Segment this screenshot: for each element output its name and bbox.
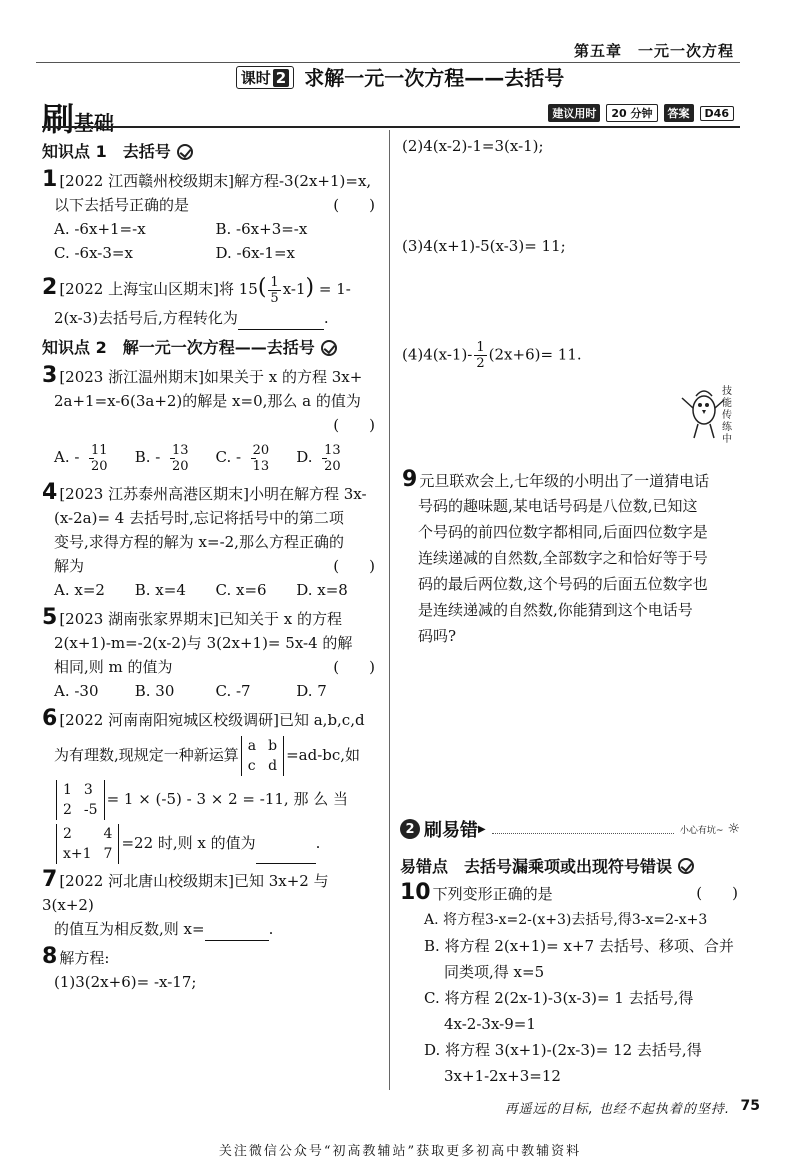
- question-1: 1 [2022 江西赣州校级期末]解方程-3(2x+1)=x, 以下去括号正确的是 ( ) A. -6x+1=-x B. -6x+3=-x C. -6x-3=x D. -6x-1=x: [42, 168, 377, 265]
- section-title: 刷基础: [42, 100, 115, 138]
- choice-b: B. - $\frac{13}{20}$: [134, 442, 189, 474]
- choice-c: C. 将方程 2(2x-1)-3(x-3)= 1 去括号,得: [424, 989, 694, 1007]
- choice-d: D. 7: [296, 682, 327, 700]
- left-column: [42, 134, 377, 998]
- arrow-icon: ▶: [478, 823, 486, 835]
- choice-d: D. $\frac{13}{20}$: [296, 442, 341, 474]
- question-number: 1: [42, 167, 58, 192]
- check-circle-icon: [678, 858, 694, 874]
- fraction: $\frac{1}{5}$: [270, 274, 279, 306]
- page-number: 75: [740, 1098, 760, 1114]
- question-number: 6: [42, 706, 58, 731]
- choice-c: C. x=6: [215, 581, 267, 599]
- choice-c: C. -7: [215, 682, 251, 700]
- choice-c: C. -6x-3=x: [54, 244, 133, 262]
- sub-question-1: (1)3(2x+6)= -x-17;: [54, 973, 197, 991]
- choice-c: C. - $\frac{20}{13}$: [215, 442, 270, 474]
- sub-question-4: (4)4(x-1)- $\frac{1}{2}$ (2x+6)= 11.: [402, 340, 582, 371]
- answer-blank[interactable]: [256, 846, 316, 864]
- choices: [42, 217, 377, 265]
- question-number: 5: [42, 605, 58, 630]
- sub-question-2: (2)4(x-2)-1=3(x-1);: [402, 137, 544, 155]
- answer-value: D46: [700, 106, 734, 121]
- choice-a: A. -30: [54, 682, 99, 700]
- answer-blank[interactable]: [205, 923, 269, 941]
- question-7: 7 [2022 河北唐山校级期末]已知 3x+2 与 3(x+2) 的值互为相反数,则 x= .: [42, 868, 377, 941]
- question-10: 10 下列变形正确的是 ( ) A. 将方程3-x=2-(x+3)去括号,得3-x=2-x+3 B. 将方程 2(x+1)= x+7 去括号、移项、合并 同类项,得 x=5 C. 将方程 2(2x-1)-3(x-3)= 1 去括号,得 4x-2-3x-9=1 D. 将方程 3(x+1)-(2x-3)= 12 去括号,得 3x+1-2x+3=12: [400, 880, 738, 1085]
- question-number: 2: [42, 275, 58, 300]
- choice-a: A. - $\frac{11}{20}$: [54, 442, 108, 474]
- answer-paren: ( ): [333, 557, 375, 575]
- error-section-header: 2 刷易错 ▶ 小心有坑~ ☼: [400, 816, 740, 842]
- question-number: 4: [42, 480, 58, 505]
- section-rule: [42, 126, 740, 128]
- check-circle-icon: [321, 340, 337, 356]
- answer-blank[interactable]: [238, 312, 324, 330]
- lesson-badge: 课时 2: [236, 66, 294, 89]
- error-point: 易错点 去括号漏乘项或出现符号错误: [400, 854, 740, 877]
- choice-b: B. 30: [134, 682, 175, 700]
- sub-question-3: (3)4(x+1)-5(x-3)= 11;: [402, 237, 566, 255]
- choice-b: B. x=4: [134, 581, 186, 599]
- choice-a: A. x=2: [54, 581, 105, 599]
- section-tip: 小心有坑~: [679, 825, 724, 836]
- answer-paren: ( ): [696, 884, 738, 902]
- section-number-badge: 2: [400, 819, 420, 839]
- lesson-title: 课时 2 求解一元一次方程——去括号: [0, 62, 800, 91]
- knowledge-point-1: 知识点 1 去括号: [42, 140, 377, 164]
- determinant: a b c d: [241, 736, 284, 776]
- choice-a: A. 将方程3-x=2-(x+3)去括号,得3-x=2-x+3: [424, 912, 708, 928]
- chapter-header: 第五章 一元一次方程: [573, 42, 734, 60]
- choices: [42, 679, 377, 703]
- choices: [42, 437, 377, 477]
- answer-paren: ( ): [333, 658, 375, 676]
- choice-d: D. 将方程 3(x+1)-(2x-3)= 12 去括号,得: [424, 1041, 702, 1059]
- question-3: 3 [2023 浙江温州期末]如果关于 x 的方程 3x+ 2a+1=x-6(3a+2)的解是 x=0,那么 a 的值为 ( ) A. - $\frac{11}{20}$ B. - $\frac{13}{20}$ C. - $\frac{20}{13}$ D. $\frac{13}{20}$: [42, 364, 377, 477]
- dotted-rule: [492, 824, 674, 834]
- question-number: 8: [42, 944, 58, 969]
- time-label: 建议用时: [548, 104, 600, 122]
- question-9: 9 元旦联欢会上,七年级的小明出了一道猜电话 号码的趣味题,某电话号码是八位数,已知这 个号码的前四位数字都相同,后面四位数字是 连续递减的自然数,全部数字之和恰好等于号 码的最后两位数,这个号码的后面五位数字也 是连续递减的自然数,你能猜到这个电话号 码吗?: [402, 467, 710, 645]
- footer-note: 关注微信公众号“初高教辅站”获取更多初高中教辅资料: [218, 1144, 582, 1159]
- answer-paren: ( ): [333, 196, 375, 214]
- question-number: 10: [400, 880, 431, 905]
- choice-b: B. 将方程 2(x+1)= x+7 去括号、移项、合并: [424, 937, 734, 955]
- knowledge-point-2: 知识点 2 解一元一次方程——去括号: [42, 336, 377, 360]
- time-value: 20 分钟: [606, 104, 657, 122]
- doodle-caption: 技能传练中: [722, 386, 732, 445]
- determinant: 2 4 x+1 7: [56, 824, 119, 864]
- question-6: 6 [2022 河南南阳宛城区校级调研]已知 a,b,c,d 为有理数,现规定一种新运算 a b c d =ad-bc,如 1 3 2 -5 = 1 × (-5) - 3 × 2 = -11, 那 么 当 2 4 x+1 7 =22 时,则 x 的值为 .: [42, 706, 365, 862]
- footer-motto: 再遥远的目标, 也经不起执着的坚持.: [504, 1102, 730, 1117]
- question-number: 7: [42, 867, 58, 892]
- question-8: 8 解方程: (1)3(2x+6)= -x-17;: [42, 945, 377, 994]
- choice-a: A. -6x+1=-x: [54, 220, 146, 238]
- pit-icon: ☼: [727, 821, 740, 837]
- determinant: 1 3 2 -5: [56, 780, 105, 820]
- question-2: 2 [2022 上海宝山区期末]将 15( $\frac{1}{5}$ x-1) = 1- 2(x-3)去括号后,方程转化为 .: [42, 271, 377, 330]
- check-circle-icon: [177, 144, 193, 160]
- answer-paren: ( ): [333, 416, 375, 434]
- answer-label: 答案: [664, 104, 694, 122]
- question-number: 3: [42, 363, 58, 388]
- question-5: 5 [2023 湖南张家界期末]已知关于 x 的方程 2(x+1)-m=-2(x-2)与 3(2x+1)= 5x-4 的解 相同,则 m 的值为 ( ) A. -30 B. 30 C. -7 D. 7: [42, 606, 377, 703]
- question-4: 4 [2023 江苏泰州高港区期末]小明在解方程 3x- (x-2a)= 4 去括号时,忘记将括号中的第二项 变号,求得方程的解为 x=-2,那么方程正确的 解为 ( ) A. x=2 B. x=4 C. x=6 D. x=8: [42, 481, 377, 602]
- column-divider: [389, 130, 390, 1090]
- choice-b: B. -6x+3=-x: [215, 220, 308, 238]
- choice-d: D. -6x-1=x: [215, 244, 295, 262]
- choice-d: D. x=8: [296, 581, 348, 599]
- choices: [42, 578, 377, 602]
- section-meta: [548, 104, 734, 122]
- question-number: 9: [402, 467, 418, 492]
